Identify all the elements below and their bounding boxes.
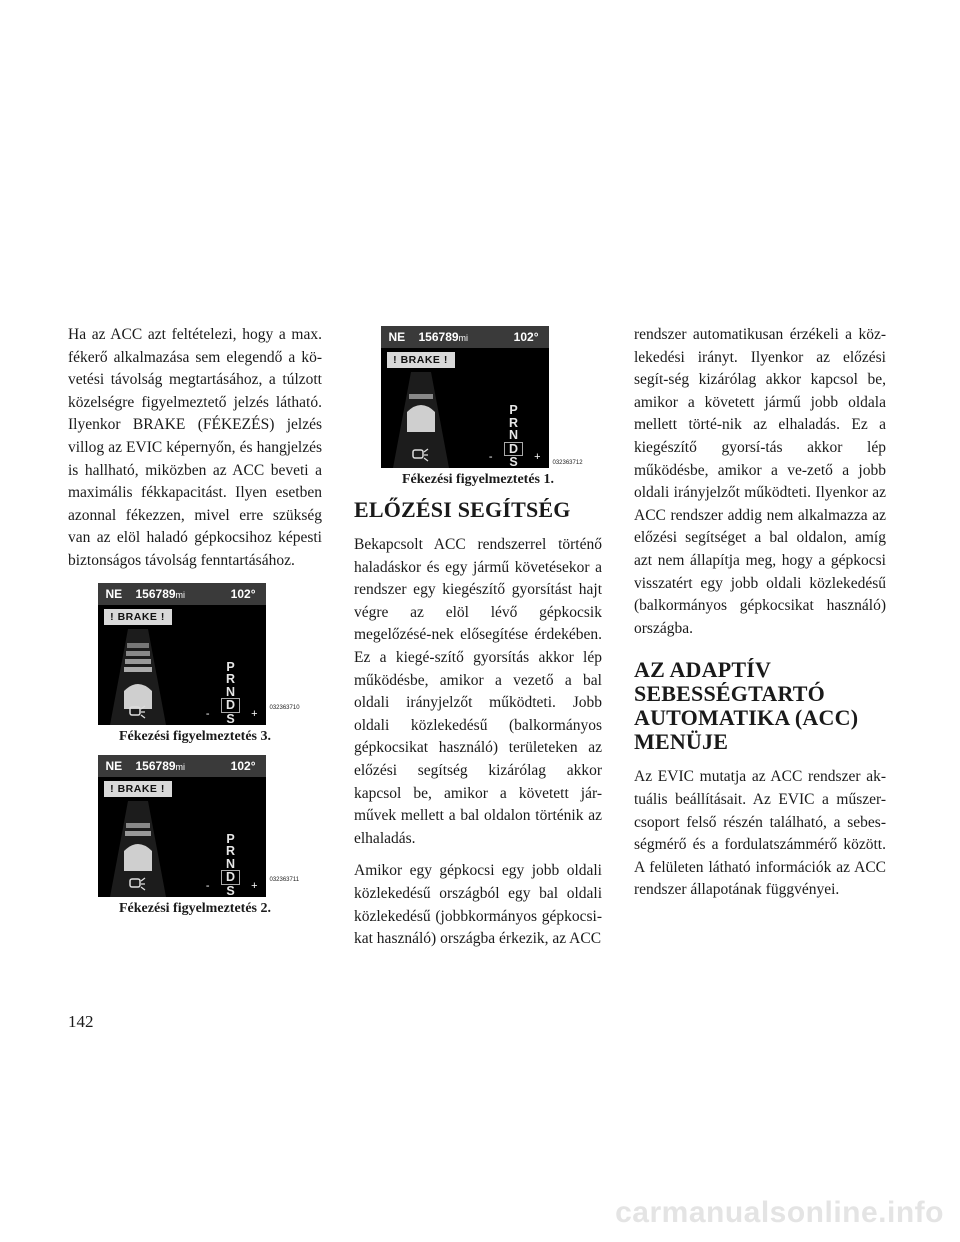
heading-acc-menu: AZ ADAPTÍV SEBESSÉGTARTÓ AUTOMATIKA (ACC) MENÜJE	[634, 657, 859, 755]
gear-indicator	[499, 404, 529, 468]
gear-d: D	[221, 870, 240, 885]
gear-s: S	[509, 455, 518, 468]
evic-top-bar	[381, 326, 549, 348]
brake-warning-label: ! BRAKE !	[387, 352, 455, 368]
paragraph-traffic-direction: rendszer automatikusan érzékeli a köz-lekedési irányt. Ilyenkor az előzési segít-ség kizárólag akkor kapcsol be, amikor a követett jármű jobb oldala mellett törté-nik az elhaladás. Ez a kiegészítő gyorsí-tás akkor lép működésbe, amikor a ve-zető a jobb oldali irányjelzőt működteti. Ilyenkor az ACC rendszer addig nem alkalmazza az előzési segítséget a bal oldalon, amíg azt nem állapítja meg, hogy a gépkocsi visszatért egy jobb oldali közlekedésű (balkormányos gépkocsikat használó) országba.	[634, 326, 886, 637]
column-right	[634, 324, 886, 912]
gear-p: P	[226, 659, 235, 674]
paragraph-brake-warning: Ha az ACC azt feltételezi, hogy a max. fékerő alkalmazása sem elegendő a kö-vetési távolság megtartásához, a túlzott közelségre figyelmeztető jelzés látható. Ilyenkor BRAKE (FÉKEZÉS) jelzés villog az EVIC képernyőn, és hangjelzés is hallható, miközben az ACC beveti a maximális fékkapacitást. Ilyen esetben azonnal fékezzen, mivel erre szükség van az elöl haladó gépkocsihoz képesti biztonságos távolság fenntartásához.	[68, 326, 322, 569]
plus-sign: +	[251, 707, 258, 720]
figure-caption-3: Fékezési figyelmeztetés 3.	[119, 728, 271, 744]
odometer: 156789mi	[418, 330, 469, 344]
acc-car-icon	[128, 705, 146, 719]
minus-sign: -	[205, 707, 210, 720]
evic-top-bar	[98, 583, 266, 605]
compass-direction: NE	[388, 330, 406, 344]
gear-s: S	[226, 711, 235, 725]
gear-p: P	[509, 403, 518, 417]
column-middle	[354, 326, 602, 961]
gear-n: N	[225, 684, 236, 699]
figure-code: 032363712	[552, 460, 583, 466]
column-left	[68, 324, 322, 927]
compass-direction: NE	[105, 586, 123, 601]
watermark: carmanualsonline.info	[615, 1196, 944, 1229]
evic-screen	[98, 583, 266, 725]
evic-screen	[98, 755, 266, 897]
gear-r: R	[508, 415, 519, 430]
odometer: 156789mi	[135, 758, 186, 773]
plus-sign: +	[534, 451, 541, 463]
gear-d: D	[221, 698, 240, 713]
gear-s: S	[226, 883, 235, 897]
gear-indicator	[216, 833, 246, 897]
compass-direction: NE	[105, 758, 123, 773]
figure-code: 032363711	[269, 876, 300, 883]
figure-brake-warning-2	[98, 755, 300, 897]
minus-sign: -	[488, 451, 493, 463]
heading-overtake-assist: ELŐZÉSI SEGÍTSÉG	[354, 497, 571, 522]
gear-r: R	[225, 844, 236, 859]
minus-sign: -	[205, 879, 210, 892]
paragraph-acc-menu: Az EVIC mutatja az ACC rendszer ak-tuális beállításait. Az EVIC a műszer-csoport felső részén található, a sebes-ségmérő és a fordulatszámmérő között. A felületen látható információk az ACC rendszer állapotának függvényei.	[634, 768, 886, 899]
brake-warning-label: ! BRAKE !	[104, 781, 172, 797]
temperature: 102°	[230, 758, 256, 773]
acc-car-icon	[128, 877, 146, 891]
gear-r: R	[225, 672, 236, 687]
gear-p: P	[226, 831, 235, 846]
figure-brake-warning-3	[98, 583, 300, 725]
figure-code: 032363710	[269, 704, 300, 711]
gear-n: N	[225, 856, 236, 871]
brake-warning-label: ! BRAKE !	[104, 609, 172, 625]
temperature: 102°	[230, 586, 256, 601]
figure-brake-warning-1	[381, 326, 583, 468]
paragraph-overtake-1: Bekapcsolt ACC rendszerrel történő haladáskor és egy jármű követésekor a rendszer egy kiegészítő gyorsítást hajt végre az elöl lévő gépkocsik megelőzésé-nek elősegítése érdekében. Ez a kiegé-szítő gyorsítás akkor lép működésbe, amikor a vezető a bal oldali irányjelzőt működteti. Jobb oldali közlekedésű (balkormányos gépkocsikat használó) területeken az előzési segítség kizárólag akkor kapcsol be, amikor a követett jár-művek mellett a bal oldalon történik az elhaladás.	[354, 536, 602, 847]
evic-screen	[381, 326, 549, 468]
page-number: 142	[68, 1012, 94, 1031]
figure-caption-1: Fékezési figyelmeztetés 1.	[402, 472, 554, 487]
plus-sign: +	[251, 879, 258, 892]
temperature: 102°	[513, 330, 539, 344]
gear-d: D	[504, 442, 523, 457]
gear-indicator	[216, 661, 246, 725]
evic-top-bar	[98, 755, 266, 777]
figure-caption-2: Fékezési figyelmeztetés 2.	[119, 900, 271, 916]
odometer: 156789mi	[135, 586, 186, 601]
paragraph-overtake-2: Amikor egy gépkocsi egy jobb oldali közlekedésű országból egy bal oldali közlekedésű (jobbkormányos gépkocsi-kat használó) országba érkezik, az ACC	[354, 862, 602, 948]
gear-n: N	[508, 428, 519, 442]
acc-car-icon	[411, 448, 429, 462]
